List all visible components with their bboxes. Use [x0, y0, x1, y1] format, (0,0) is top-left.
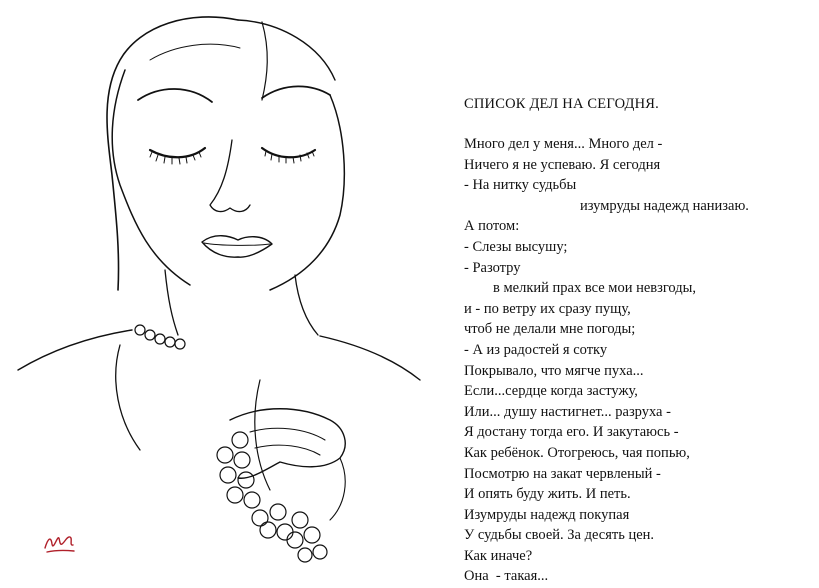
poem-title: СПИСОК ДЕЛ НА СЕГОДНЯ. [464, 96, 659, 112]
grape-cluster [217, 432, 327, 562]
left-shoulder [18, 330, 132, 370]
poem-line: Покрывало, что мягче пуха... [464, 362, 644, 379]
left-brow [138, 89, 212, 102]
hair-outline [107, 17, 238, 290]
left-eye [150, 148, 205, 157]
poem-line: - На нитку судьбы [464, 177, 577, 194]
poem-line: изумруды надежд нанизаю. [464, 197, 749, 214]
poem-line: Я достану тогда его. И закутаюсь - [464, 424, 679, 441]
poem-line: Как иначе? [464, 547, 533, 564]
right-shoulder [320, 336, 420, 380]
poem-line: У судьбы своей. За десять цен. [464, 527, 655, 544]
poem [464, 94, 804, 587]
poem-line: Если...сердце когда застужу, [464, 383, 638, 400]
right-brow [262, 86, 330, 98]
poem-line: Ничего я не успеваю. Я сегодня [464, 156, 661, 173]
poem-line: Посмотрю на закат червленый - [464, 465, 661, 482]
lips [202, 236, 272, 257]
poem-line: И опять буду жить. И петь. [464, 486, 631, 503]
poem-line: Много дел у меня... Много дел - [464, 136, 663, 152]
poem-line: и - по ветру их сразу пущу, [464, 300, 631, 317]
poem-line: А потом: [464, 218, 520, 235]
necklace [135, 325, 185, 349]
poem-line: - Разотру [464, 259, 521, 276]
poem-line: чтоб не делали мне погоды; [464, 321, 636, 338]
poem-line: Или... душу настигнет... разруха - [464, 403, 671, 420]
poem-line: - А из радостей я сотку [464, 341, 608, 358]
poem-line: - Слезы высушу; [464, 238, 568, 255]
poem-line: в мелкий прах все мои невзгоды, [464, 280, 697, 297]
poem-line: Изумруды надежд покупая [464, 506, 630, 523]
face-contour [112, 70, 190, 285]
poem-line: Как ребёнок. Отогреюсь, чая попью, [464, 444, 690, 461]
neck [165, 270, 178, 335]
artist-signature [42, 528, 76, 556]
nose [210, 140, 250, 212]
poem-line: Она - такая... [464, 568, 549, 585]
